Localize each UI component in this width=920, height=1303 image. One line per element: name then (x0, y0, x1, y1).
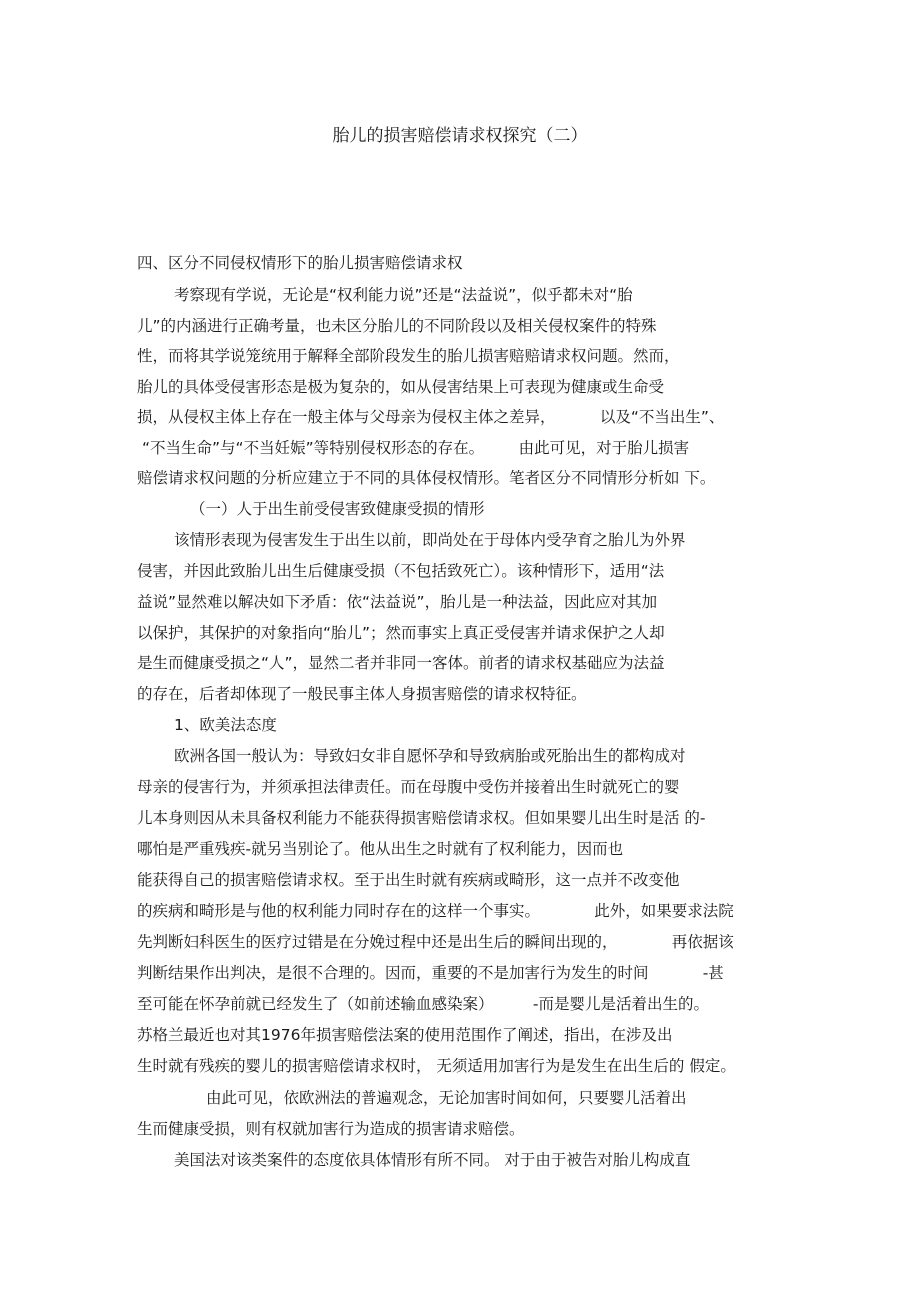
section-heading: 四、区分不同侵权情形下的胎儿损害赔偿请求权 (137, 254, 463, 272)
paragraph-line: 损，从侵权主体上存在一般主体与父母亲为侵权主体之差异， 以及“不当出生”、 (137, 408, 725, 426)
paragraph-line: 的疾病和畸形是与他的权利能力同时存在的这样一个事实。 此外，如果要求法院 (137, 902, 734, 920)
paragraph-line: 至可能在怀孕前就已经发生了（如前述输血感染案） -而是婴儿是活着出生的。 (137, 995, 710, 1013)
paragraph-line: 哪怕是严重残疾-就另当别论了。他从出生之时就有了权利能力，因而也 (137, 840, 624, 858)
paragraph-line: 欧洲各国一般认为：导致妇女非自愿怀孕和导致病胎或死胎出生的都构成对 (174, 747, 686, 765)
paragraph-line: 益说”显然难以解决如下矛盾：依“法益说”，胎儿是一种法益，因此应对其加 (137, 593, 658, 611)
paragraph-line: 侵害，并因此致胎儿出生后健康受损（不包括致死亡）。该种情形下，适用“法 (137, 562, 665, 580)
paragraph-line: 由此可见，依欧洲法的普遍观念，无论加害时间如何，只要婴儿活着出 (206, 1089, 687, 1107)
paragraph-line: 儿本身则因从未具备权利能力不能获得损害赔偿请求权。但如果婴儿出生时是活 的- (137, 809, 706, 827)
paragraph-line: 以保护，其保护的对象指向“胎儿”；然而事实上真正受侵害并请求保护之人却 (137, 624, 665, 642)
paragraph-line: 判断结果作出判决，是很不合理的。因而，重要的不是加害行为发生的时间 -甚 (137, 964, 724, 982)
subsection-heading: （一）人于出生前受侵害致健康受损的情形 (190, 500, 485, 518)
paragraph-line: 是生而健康受损之“人”，显然二者并非同一客体。前者的请求权基础应为法益 (137, 654, 665, 672)
paragraph-line: 的存在，后者却体现了一般民事主体人身损害赔偿的请求权特征。 (137, 685, 587, 703)
paragraph-line: 胎儿的具体受侵害形态是极为复杂的，如从侵害结果上可表现为健康或生命受 (137, 378, 665, 396)
paragraph-line: 母亲的侵害行为，并须承担法律责任。而在母腹中受伤并接着出生时就死亡的婴 (137, 778, 680, 796)
paragraph-line: 苏格兰最近也对其1976年损害赔偿法案的使用范围作了阐述，指出，在涉及出 (137, 1026, 673, 1044)
paragraph-line: 考察现有学说，无论是“权利能力说”还是“法益说”，似乎都未对“胎 (174, 286, 633, 304)
paragraph-line: 儿”的内涵进行正确考量，也未区分胎儿的不同阶段以及相关侵权案件的特殊 (137, 317, 657, 335)
document-title: 胎儿的损害赔偿请求权探究（二） (332, 126, 588, 146)
paragraph-line: 该情形表现为侵害发生于出生以前，即尚处在于母体内受孕育之胎儿为外界 (174, 531, 686, 549)
paragraph-line: 生而健康受损，则有权就加害行为造成的损害请求赔偿。 (137, 1120, 525, 1138)
subsection-heading: 1、欧美法态度 (174, 716, 277, 734)
paragraph-line: “不当生命”与“不当妊娠”等特别侵权形态的存在。 由此可见，对于胎儿损害 (142, 439, 690, 457)
paragraph-line: 能获得自己的损害赔偿请求权。至于出生时就有疾病或畸形，这一点并不改变他 (137, 871, 680, 889)
paragraph-line: 美国法对该类案件的态度依具体情形有所不同。 对于由于被告对胎儿构成直 (174, 1151, 691, 1169)
paragraph-line: 性，而将其学说笼统用于解释全部阶段发生的胎儿损害赔赔请求权问题。然而， (137, 347, 680, 365)
paragraph-line: 赔偿请求权问题的分析应建立于不同的具体侵权情形。笔者区分不同情形分析如 下。 (137, 469, 716, 487)
paragraph-line: 先判断妇科医生的医疗过错是在分娩过程中还是出生后的瞬间出现的， 再依据该 (137, 933, 734, 951)
paragraph-line: 生时就有残疾的婴儿的损害赔偿请求权时， 无须适用加害行为是发生在出生后的 假定。 (137, 1057, 736, 1075)
